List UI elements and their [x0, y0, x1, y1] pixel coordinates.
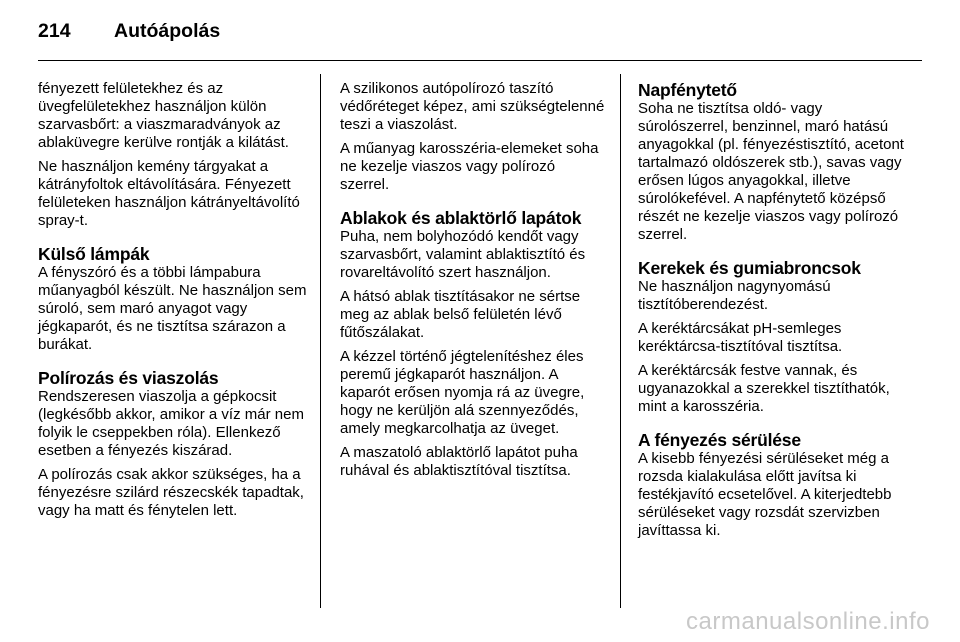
paragraph: Soha ne tisztítsa oldó- vagy súrolószerrel, benzinnel, maró hatású anyagokkal (pl. fényezéstisztító, acetont tartalmazó oldószerek stb.), savas vagy erősen lúgos anyagokkal, illetve súrolókefével. A napfénytető középső részét ne kezelje viaszos vagy polírozó szerrel.	[638, 100, 904, 243]
paragraph: Puha, nem bolyhozódó kendőt vagy szarvasbőrt, valamint ablaktisztító és rovareltávolító szert használjon.	[340, 228, 586, 281]
column-divider	[320, 74, 321, 608]
page-header	[38, 20, 220, 50]
paragraph: Rendszeresen viaszolja a gépkocsit (legkésőbb akkor, amikor a víz már nem folyik le cseppekben róla). Ellenkező esetben a fényezés kiszárad.	[38, 388, 304, 459]
section-heading-ablakok: Ablakok és ablaktörlő lapátok	[340, 208, 582, 228]
header-divider	[38, 60, 922, 61]
paragraph: A fényszóró és a többi lámpabura műanyagból készült. Ne használjon sem súroló, sem maró anyagot vagy jégkaparót, és ne tisztítsa szárazon a burákat.	[38, 264, 307, 353]
section-heading-kulso-lampak: Külső lámpák	[38, 244, 150, 264]
paragraph: A műanyag karosszéria-elemeket soha ne kezelje viaszos vagy polírozó szerrel.	[340, 140, 599, 193]
paragraph: fényezett felületekhez és az üvegfelületekhez használjon külön szarvasbőrt: a viaszmaradványok az ablaküvegre kerülve rontják a kilátást.	[38, 80, 289, 151]
paragraph: A hátsó ablak tisztításakor ne sértse meg az ablak belső felületén lévő fűtőszálakat.	[340, 288, 581, 341]
paragraph: A keréktárcsákat pH-semleges keréktárcsa-tisztítóval tisztítsa.	[638, 320, 843, 355]
column-3	[638, 80, 906, 546]
paragraph: Ne használjon nagynyomású tisztítóberendezést.	[638, 278, 831, 313]
paragraph: A szilikonos autópolírozó taszító védőréteget képez, ami szükségtelenné teszi a viaszolást.	[340, 80, 605, 133]
section-heading-fenyezes-serulese: A fényezés sérülése	[638, 430, 801, 450]
page-number: 214	[38, 20, 71, 42]
section-heading-polirozas: Polírozás és viaszolás	[38, 368, 219, 388]
paragraph: A kézzel történő jégtelenítéshez éles peremű jégkaparót használjon. A kaparót erősen nyomja rá az üvegre, hogy ne kerüljön alá szennyeződés, amely megkarcolhatja az üveget.	[340, 348, 585, 437]
column-1	[38, 80, 310, 526]
column-2	[340, 80, 606, 486]
paragraph: A maszatoló ablaktörlő lapátot puha ruhával és ablaktisztítóval tisztítsa.	[340, 444, 578, 479]
paragraph: Ne használjon kemény tárgyakat a kátrányfoltok eltávolítására. Fényezett felületeken használjon kátrányeltávolító spray-t.	[38, 158, 300, 229]
paragraph: A kisebb fényezési sérüléseket még a rozsda kialakulása előtt javítsa ki festékjavító ecsetelővel. A kiterjedtebb sérüléseket vagy rozsdát szervizben javíttassa ki.	[638, 450, 892, 539]
section-heading-kerekek: Kerekek és gumiabroncsok	[638, 258, 861, 278]
section-heading-napfenyteto: Napfénytető	[638, 80, 737, 100]
column-divider	[620, 74, 621, 608]
watermark: carmanualsonline.info	[686, 608, 930, 635]
paragraph: A polírozás csak akkor szükséges, ha a fényezésre szilárd részecskék tapadtak, vagy ha matt és fénytelen lett.	[38, 466, 304, 519]
page-title: Autóápolás	[114, 20, 221, 42]
paragraph: A keréktárcsák festve vannak, és ugyanazokkal a szerekkel tisztíthatók, mint a karosszéria.	[638, 362, 890, 415]
